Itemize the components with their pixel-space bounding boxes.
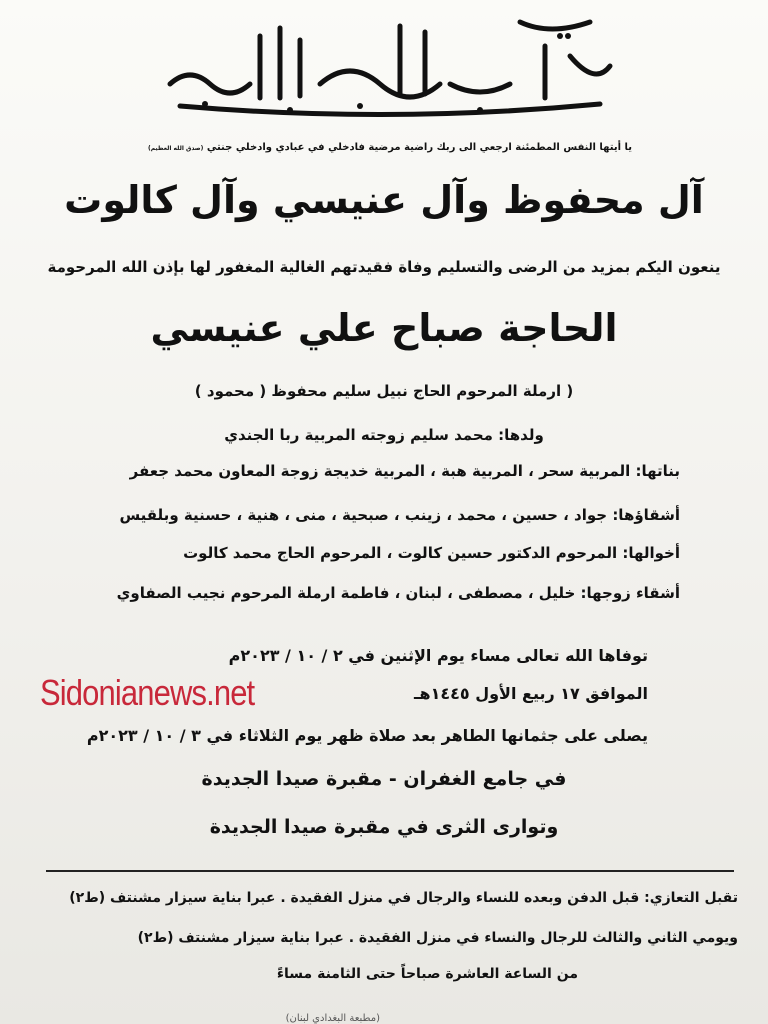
hijri-date-line: الموافق ١٧ ربيع الأول ١٤٤٥هـ: [414, 684, 648, 703]
husband-siblings-line: أشقاء زوجها: خليل ، مصطفى ، لبنان ، فاطمة ارملة المرحوم نجيب الصفاوي: [116, 584, 680, 602]
condolence-line-2: ويومي الثاني والثالث للرجال والنساء في منزل الفقيدة . عبرا بناية سيزار مشنتف (ط٢): [137, 930, 738, 946]
prayer-line: يصلى على جثمانها الطاهر بعد صلاة ظهر يوم الثلاثاء في ٣ / ١٠ / ٢٠٢٣م: [86, 726, 648, 745]
verse-text: يا أيتها النفس المطمئنة ارجعي الى ربك راضية مرضية فادخلي في عبادي وادخلي جنتي: [206, 142, 633, 153]
verse-source: (صدق الله العظيم): [147, 145, 204, 152]
divider: [46, 870, 734, 872]
siblings-line: أشقاؤها: جواد ، حسين ، محمد ، زينب ، صبحية ، منى ، هنية ، حسنية وبلقيس: [119, 506, 680, 524]
families-title: آل محفوظ وآل عنيسي وآل كالوت: [64, 178, 704, 222]
calligraphy-header: [150, 6, 620, 124]
calligraphy-text: سبحان الحي الذي لا يموت: [379, 122, 391, 123]
printer-credit: (مطبعة البغدادي لبنان): [285, 1013, 380, 1024]
widow-of-line: ( ارملة المرحوم الحاج نبيل سليم محفوظ ( محمود ): [194, 382, 574, 400]
condolence-line-1: تقبل التعازي: قبل الدفن وبعده للنساء والرجال في منزل الفقيدة . عبرا بناية سيزار مشنتف (ط٢): [69, 890, 738, 906]
condolence-line-3: من الساعة العاشرة صباحاً حتى الثامنة مساءً: [276, 966, 578, 982]
announcement-line: ينعون اليكم بمزيد من الرضى والتسليم وفاة فقيدتهم الغالية المغفور لها بإذن الله المرحومة: [47, 258, 721, 276]
death-date-line: توفاها الله تعالى مساء يوم الإثنين في ٢ / ١٠ / ٢٠٢٣م: [228, 646, 648, 665]
quran-verse: [70, 142, 710, 153]
deceased-name: الحاجة صباح علي عنيسي: [150, 306, 618, 350]
daughters-line: بناتها: المربية سحر ، المربية هبة ، المربية خديجة زوجة المعاون محمد جعفر: [129, 462, 680, 480]
site-watermark: Sidonianews.net: [40, 672, 255, 713]
uncles-line: أخوالها: المرحوم الدكتور حسين كالوت ، المرحوم الحاج محمد كالوت: [183, 544, 680, 562]
son-line: ولدها: محمد سليم زوجته المربية ربا الجندي: [224, 426, 544, 444]
mosque-line: في جامع الغفران - مقبرة صيدا الجديدة: [201, 768, 567, 790]
burial-line: وتوارى الثرى في مقبرة صيدا الجديدة: [209, 816, 559, 838]
